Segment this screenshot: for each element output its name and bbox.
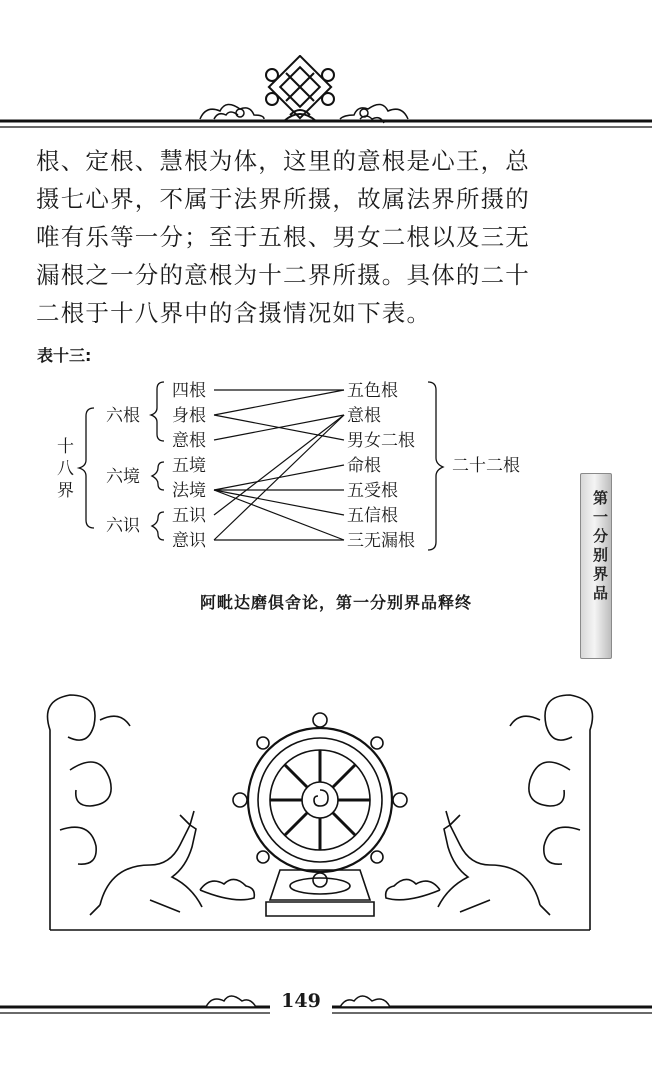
- group-label: 六根: [106, 406, 140, 426]
- right-scroll-ornament: [510, 695, 593, 930]
- right-item: 命根: [347, 456, 381, 476]
- group-brace: [151, 382, 164, 441]
- connector-line: [214, 490, 344, 515]
- table-caption: 表十三:: [37, 346, 92, 365]
- right-item: 五受根: [347, 481, 398, 501]
- group-brace: [152, 462, 164, 490]
- group-label: 六识: [106, 516, 140, 536]
- body-line-2: 摄七心界，不属于法界所摄，故属法界所摄的: [36, 185, 530, 213]
- chapter-end-note: 阿毗达磨俱舍论，第一分别界品释终: [200, 593, 473, 612]
- body-line-1: 根、定根、慧根为体，这里的意根是心王，总: [36, 147, 530, 175]
- root-label-char-3: 界: [57, 481, 74, 501]
- wheel-pedestal: [266, 870, 374, 916]
- left-item: 五识: [172, 506, 206, 526]
- classification-diagram: [0, 370, 560, 560]
- right-item: 五信根: [347, 506, 398, 526]
- root-label-char-1: 十: [57, 437, 74, 457]
- body-text: [36, 142, 566, 332]
- left-item: 五境: [172, 456, 206, 476]
- left-item: 身根: [172, 406, 206, 426]
- footer-ornament: [0, 985, 652, 1025]
- right-item: 男女二根: [347, 431, 415, 451]
- left-cloud-icon: [200, 104, 264, 119]
- cloud-ornament-icon: [200, 879, 440, 899]
- body-line-4: 漏根之一分的意根为十二界所摄。具体的二十: [36, 261, 530, 289]
- left-scroll-ornament: [48, 695, 131, 930]
- chapter-side-tab: [580, 473, 612, 659]
- root-brace: [79, 408, 94, 528]
- body-line-5: 二根于十八界中的含摄情况如下表。: [36, 299, 432, 327]
- dharma-wheel-illustration: [30, 690, 610, 950]
- connector-line: [214, 415, 344, 515]
- group-brace: [152, 512, 164, 540]
- body-line-3: 唯有乐等一分；至于五根、男女二根以及三无: [36, 223, 530, 251]
- right-total-label: 二十二根: [452, 456, 520, 476]
- left-item: 意识: [172, 531, 206, 551]
- page-number: 149: [281, 990, 321, 1012]
- left-item: 法境: [172, 481, 206, 501]
- left-item: 意根: [172, 431, 206, 451]
- left-deer-icon: [90, 811, 202, 915]
- right-item: 意根: [347, 406, 381, 426]
- connector-line: [214, 415, 344, 540]
- right-item: 五色根: [347, 381, 398, 401]
- connector-line: [214, 490, 344, 540]
- header-rule: [0, 121, 652, 127]
- root-label-char-2: 八: [57, 459, 74, 479]
- group-label: 六境: [106, 467, 140, 487]
- right-brace: [428, 382, 443, 550]
- right-item: 三无漏根: [347, 531, 415, 551]
- header-ornament: [0, 55, 652, 135]
- dharma-wheel-icon: [233, 713, 407, 887]
- left-item: 四根: [172, 381, 206, 401]
- chapter-side-tab-label: 第一分别界品: [591, 490, 609, 604]
- right-deer-icon: [438, 811, 550, 915]
- connector-line: [214, 390, 344, 415]
- endless-knot-icon: [266, 56, 334, 121]
